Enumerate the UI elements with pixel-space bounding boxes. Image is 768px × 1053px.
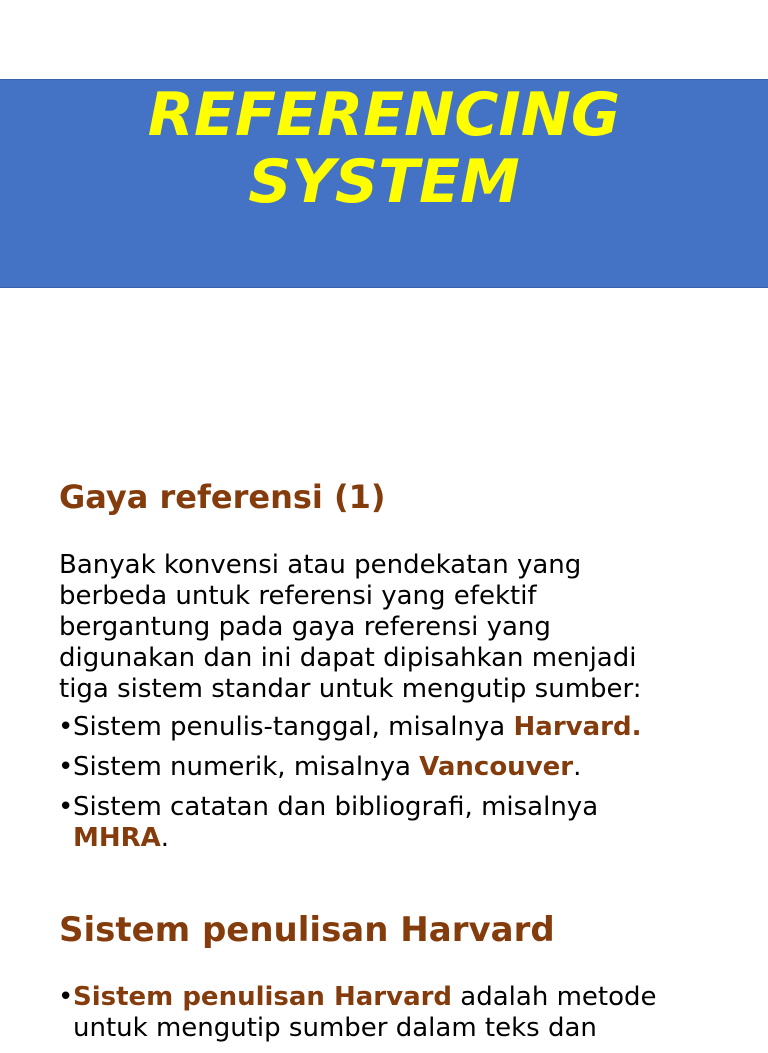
- paragraph-line: bergantung pada gaya referensi yang: [59, 612, 551, 642]
- list-item-highlight: Harvard.: [513, 712, 642, 742]
- list-item-highlight: MHRA: [73, 823, 161, 853]
- harvard-description-list: [59, 982, 759, 1053]
- bullet-icon: •: [58, 712, 74, 742]
- bullet-icon: •: [58, 982, 74, 1012]
- list-item-text-continued: untuk mengutip sumber dalam teks dan: [73, 1013, 597, 1043]
- bullet-icon: •: [58, 752, 74, 782]
- paragraph-line: berbeda untuk referensi yang efektif: [59, 581, 537, 611]
- title-line-1: REFERENCING: [147, 80, 621, 150]
- list-item-vancouver: [59, 752, 759, 783]
- list-item-text: Sistem catatan dan bibliografi, misalnya: [73, 792, 599, 822]
- intro-paragraph: [59, 550, 739, 705]
- section-heading-harvard: Sistem penulisan Harvard: [59, 910, 555, 950]
- paragraph-line: tiga sistem standar untuk mengutip sumber:: [59, 674, 642, 704]
- list-item-highlight: Vancouver: [419, 752, 574, 782]
- list-item-text: Sistem penulis-tanggal, misalnya: [73, 712, 514, 742]
- list-item-mhra: [59, 792, 759, 854]
- citation-systems-list: [59, 712, 759, 863]
- list-item-text: Sistem numerik, misalnya: [73, 752, 420, 782]
- list-item-harvard-description: [59, 982, 759, 1044]
- list-item-suffix: .: [160, 823, 170, 853]
- list-item-suffix: .: [573, 752, 582, 782]
- bullet-icon: •: [58, 792, 74, 822]
- title-line-2: SYSTEM: [248, 147, 520, 217]
- slide-title: [0, 82, 768, 216]
- section-heading-gaya-referensi: Gaya referensi (1): [59, 478, 386, 516]
- paragraph-line: digunakan dan ini dapat dipisahkan menjadi: [59, 643, 637, 673]
- list-item-harvard: [59, 712, 759, 743]
- list-item-text: adalah metode: [452, 982, 657, 1012]
- list-item-highlight: Sistem penulisan Harvard: [73, 982, 453, 1012]
- paragraph-line: Banyak konvensi atau pendekatan yang: [59, 550, 582, 580]
